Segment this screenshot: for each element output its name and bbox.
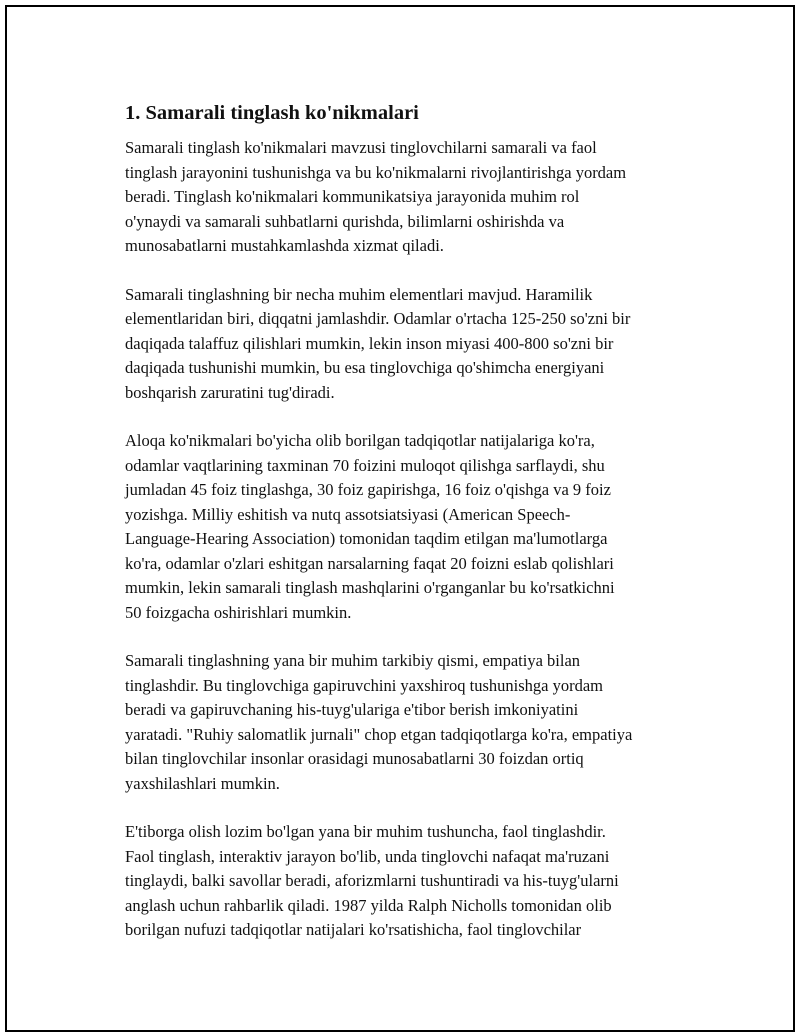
paragraph-active-listening: E'tiborga olish lozim bo'lgan yana bir muhim tushuncha, faol tinglashdir. Faol tinglash, interaktiv jarayon bo'lib, unda tinglovchi nafaqat ma'ruzani tinglaydi, balki savollar beradi, aforizmlarni tushuntiradi va his-tuyg'ularni anglash uchun rahbarlik qiladi. 1987 yilda Ralph Nicholls tomonidan olib borilgan nufuzi tadqiqotlar natijalari ko'rsatishicha, faol tinglovchilar: [125, 822, 619, 939]
paragraph-elements: Samarali tinglashning bir necha muhim elementlari mavjud. Haramilik elementlaridan biri, diqqatni jamlashdir. Odamlar o'rtacha 125-250 so'zni bir daqiqada talaffuz qilishlari mumkin, lekin inson miyasi 400-800 so'zni bir daqiqada tushunishi mumkin, bu esa tinglovchiga qo'shimcha energiyani boshqarish zaruratini tug'diradi.: [125, 284, 631, 402]
page-frame: [5, 5, 795, 1032]
section-heading: 1. Samarali tinglash ko'nikmalari: [125, 102, 419, 124]
paragraph-empathy: Samarali tinglashning yana bir muhim tarkibiy qismi, empatiya bilan tinglashdir. Bu tinglovchiga gapiruvchini yaxshiroq tushunishga yordam beradi va gapiruvchaning his-tuyg'ulariga e'tibor berish imkoniyatini yaratadi. "Ruhiy salomatlik jurnali" chop etgan tadqiqotlarga ko'ra, empatiya bilan tinglovchilar insonlar orasidagi munosabatlarni 30 foizdan ortiq yaxshilashlari mumkin.: [125, 651, 633, 793]
paragraph-intro: Samarali tinglash ko'nikmalari mavzusi tinglovchilarni samarali va faol tinglash jarayonini tushunishga va bu ko'nikmalarni rivojlantirishga yordam beradi. Tinglash ko'nikmalari kommunikatsiya jarayonida muhim rol o'ynaydi va samarali suhbatlarni qurishda, bilimlarni oshirishda va munosabatlarni mustahkamlashda xizmat qiladi.: [125, 138, 627, 255]
document-body: [120, 100, 700, 967]
paragraph-research: Aloqa ko'nikmalari bo'yicha olib borilgan tadqiqotlar natijalariga ko'ra, odamlar vaqtlarining taxminan 70 foizini muloqot qilishga sarflaydi, shu jumladan 45 foiz tinglashga, 30 foiz gapirishga, 16 foiz o'qishga va 9 foiz yozishga. Milliy eshitish va nutq assotsiatsiyasi (American Speech- Language-Hearing Association) tomonidan taqdim etilgan ma'lumotlarga ko'ra, odamlar o'zlari eshitgan narsalarning faqat 20 foizni eslab qolishlari mumkin, lekin samarali tinglash mashqlarini o'rganganlar bu ko'rsatkichni 50 foizgacha oshirishlari mumkin.: [125, 431, 615, 622]
